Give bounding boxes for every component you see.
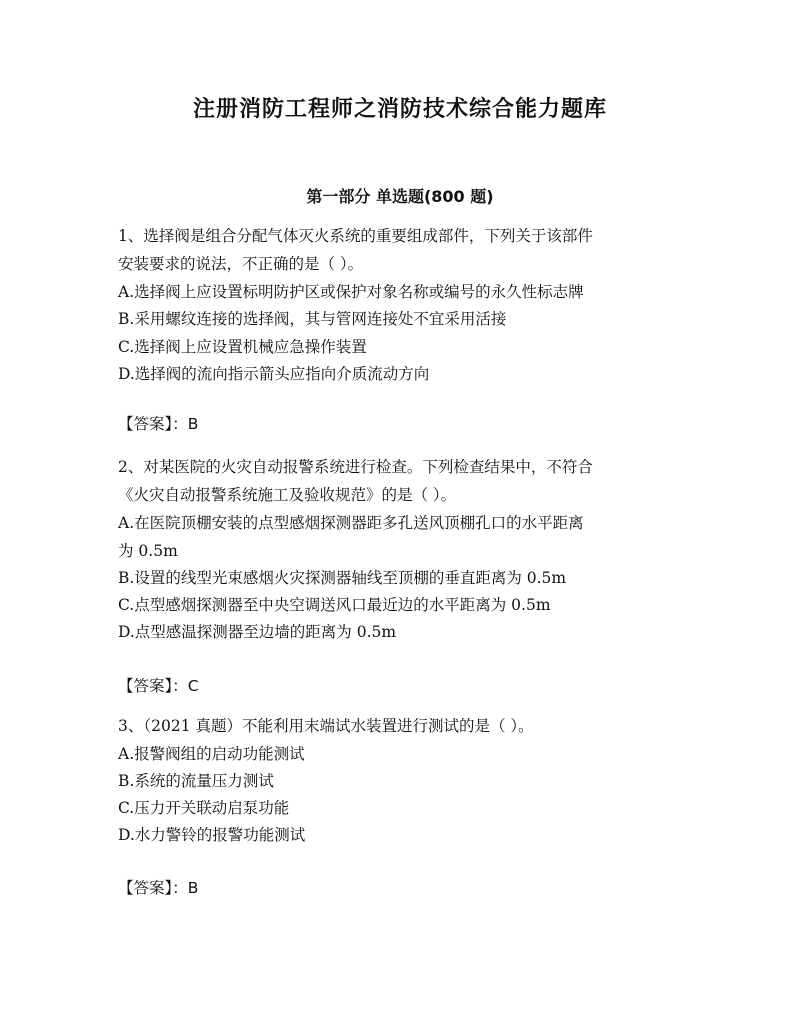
answer-value: B	[187, 415, 199, 433]
question-1-stem-line-1: 1、选择阀是组合分配气体灭火系统的重要组成部件，下列关于该部件	[118, 227, 593, 245]
answer-label: 【答案】：	[118, 415, 188, 433]
question-1-answer	[118, 414, 688, 434]
answer-value: B	[187, 879, 199, 897]
question-2-option-b: B.设置的线型光束感烟火灾探测器轴线至顶棚的垂直距离为 0.5m	[118, 569, 567, 587]
question-3-stem-line-1: 3、（2021 真题）不能利用末端试水装置进行测试的是（ ）。	[118, 717, 534, 735]
answer-label: 【答案】：	[118, 677, 188, 695]
answer-value: C	[187, 677, 199, 695]
section-title: 第一部分 单选题(800 题)	[306, 187, 494, 206]
question-2-option-c: C.点型感烟探测器至中央空调送风口最近边的水平距离为 0.5m	[118, 596, 551, 614]
question-1-option-b: B.采用螺纹连接的选择阀，其与管网连接处不宜采用活接	[118, 310, 507, 328]
question-3-option-c: C.压力开关联动启泵功能	[118, 799, 290, 817]
document-title: 注册消防工程师之消防技术综合能力题库	[192, 97, 607, 122]
question-1-stem-line-2: 安装要求的说法，不正确的是（ ）。	[118, 255, 364, 273]
question-2-stem-line-2: 《火灾自动报警系统施工及验收规范》的是（ ）。	[118, 486, 457, 504]
question-1-option-c: C.选择阀上应设置机械应急操作装置	[118, 338, 367, 356]
question-1-option-d: D.选择阀的流向指示箭头应指向介质流动方向	[118, 365, 430, 383]
question-2-option-d: D.点型感温探测器至边墙的距离为 0.5m	[118, 623, 397, 641]
question-3-option-b: B.系统的流量压力测试	[118, 772, 274, 790]
question-2-option-a-line-2: 为 0.5m	[118, 542, 178, 560]
question-3-option-a: A.报警阀组的启动功能测试	[118, 745, 305, 763]
question-2-stem-line-1: 2、对某医院的火灾自动报警系统进行检查。下列检查结果中，不符合	[118, 458, 593, 476]
question-2-answer	[118, 676, 688, 696]
question-2-option-a-line-1: A.在医院顶棚安装的点型感烟探测器距多孔送风顶棚孔口的水平距离	[118, 514, 584, 532]
question-1-option-a: A.选择阀上应设置标明防护区或保护对象名称或编号的永久性标志牌	[118, 283, 584, 301]
answer-label: 【答案】：	[118, 879, 188, 897]
question-3-option-d: D.水力警铃的报警功能测试	[118, 826, 306, 844]
question-3-answer	[118, 878, 688, 898]
